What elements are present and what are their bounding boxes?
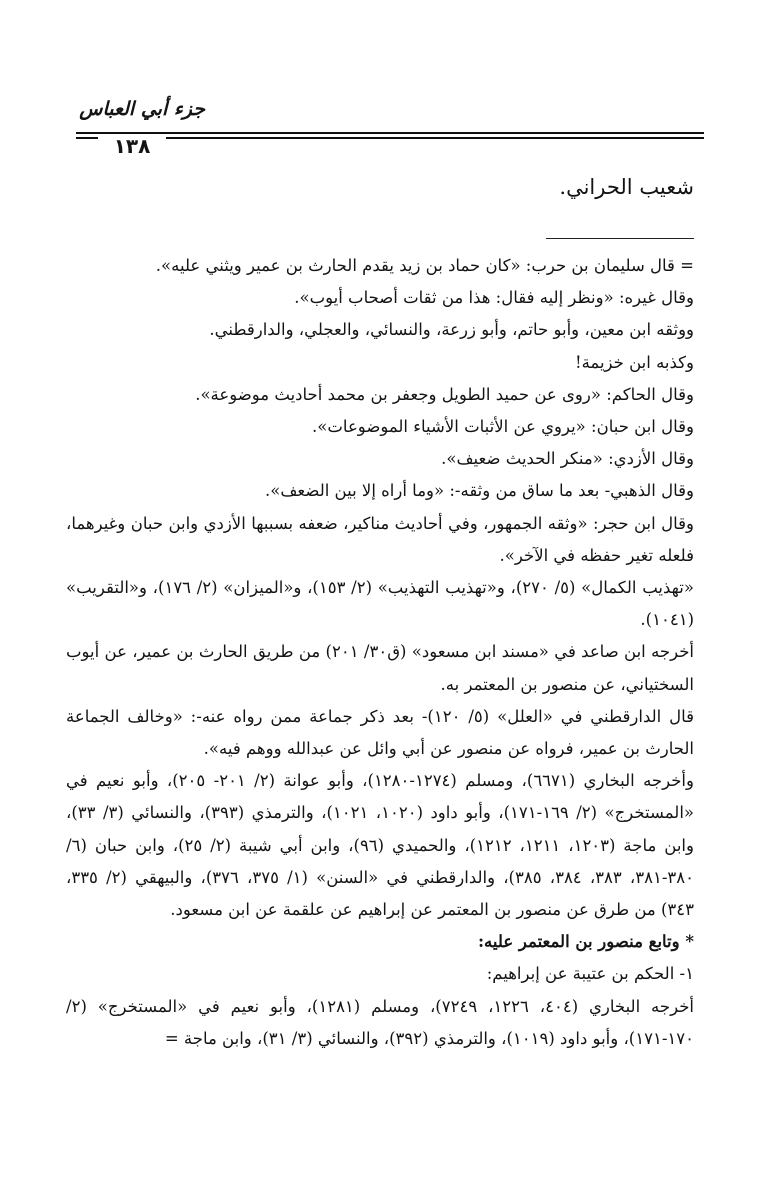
footnote-heading: * وتابع منصور بن المعتمر عليه:: [477, 932, 694, 952]
footnote-paragraph: أخرجه البخاري (٤٠٤، ١٢٢٦، ٧٢٤٩)، ومسلم (١٢٨١)، وأبو نعيم في «المستخرج» (٢/ ١٧٠-١٧١)، وأبو داود (١٠١٩)، والترمذي (٣٩٢)، والنسائي (٣/ ٣١)، وابن ماجة =: [66, 996, 694, 1048]
footnote-separator: [546, 238, 694, 239]
footnote-paragraph: وقال الأزدي: «منكر الحديث ضعيف».: [441, 449, 694, 469]
footnote-paragraph: ووثقه ابن معين، وأبو حاتم، وأبو زرعة، والنسائي، والعجلي، والدارقطني.: [209, 320, 694, 340]
footnote-paragraph: أخرجه ابن صاعد في «مسند ابن مسعود» (ق٣٠/ ٢٠١) من طريق الحارث بن عمير، عن أيوب السختياني، عن منصور بن المعتمر به.: [66, 642, 694, 694]
footnotes: [66, 250, 694, 1055]
main-text: شعيب الحراني.: [559, 175, 694, 199]
footnote-paragraph: وأخرجه البخاري (٦٦٧١)، ومسلم (١٢٧٤-١٢٨٠)، وأبو عوانة (٢/ ٢٠١- ٢٠٥)، وأبو نعيم في «المستخرج» (٢/ ١٦٩-١٧١)، وأبو داود (١٠٢٠، ١٠٢١)، والترمذي (٣٩٣)، والنسائي (٣/ ٣٣)، وابن ماجة (١٢٠٣، ١٢١١، ١٢١٢)، والحميدي (٩٦)، وابن أبي شيبة (٢/ ٢٥)، وابن حبان (٦/ ٣٨٠-٣٨١، ٣٨٣، ٣٨٤، ٣٨٥)، والدارقطني في «السنن» (١/ ٣٧٥، ٣٧٦)، والبيهقي (٢/ ٣٣٥، ٣٤٣) من طرق عن منصور بن المعتمر عن إبراهيم عن علقمة عن ابن مسعود.: [66, 771, 694, 920]
footnote-paragraph: = قال سليمان بن حرب: «كان حماد بن زيد يقدم الحارث بن عمير ويثني عليه».: [155, 256, 694, 275]
footnote-paragraph: وكذبه ابن خزيمة!: [574, 352, 694, 372]
header-rule: [76, 137, 704, 139]
page-number: ١٣٨: [98, 134, 166, 158]
footnote-paragraph: ١- الحكم بن عتيبة عن إبراهيم:: [486, 964, 694, 984]
footnote-paragraph: وقال الحاكم: «روى عن حميد الطويل وجعفر بن محمد أحاديث موضوعة».: [195, 384, 694, 404]
footnote-paragraph: قال الدارقطني في «العلل» (٥/ ١٢٠)- بعد ذكر جماعة ممن رواه عنه-: «وخالف الجماعة الحارث بن عمير، فرواه عن منصور عن أبي وائل عن عبدالله ووهم فيه».: [66, 706, 694, 759]
running-title: جزء أبي العباس: [79, 98, 205, 120]
footnote-paragraph: «تهذيب الكمال» (٥/ ٢٧٠)، و«تهذيب التهذيب» (٢/ ١٥٣)، و«الميزان» (٢/ ١٧٦)، و«التقريب» (١٠٤١).: [66, 578, 694, 630]
footnote-paragraph: وقال الذهبي- بعد ما ساق من وثقه-: «وما أراه إلا بين الضعف».: [265, 481, 694, 501]
header-rule: [76, 132, 704, 134]
footnote-paragraph: وقال ابن حبان: «يروي عن الأثبات الأشياء الموضوعات».: [312, 417, 694, 437]
footnote-paragraph: وقال ابن حجر: «وثقه الجمهور، وفي أحاديث مناكير، ضعفه بسببها الأزدي وابن حبان وغيرهما، فلعله تغير حفظه في الآخر».: [66, 513, 694, 565]
footnote-paragraph: وقال غيره: «ونظر إليه فقال: هذا من ثقات أصحاب أيوب».: [294, 288, 694, 308]
